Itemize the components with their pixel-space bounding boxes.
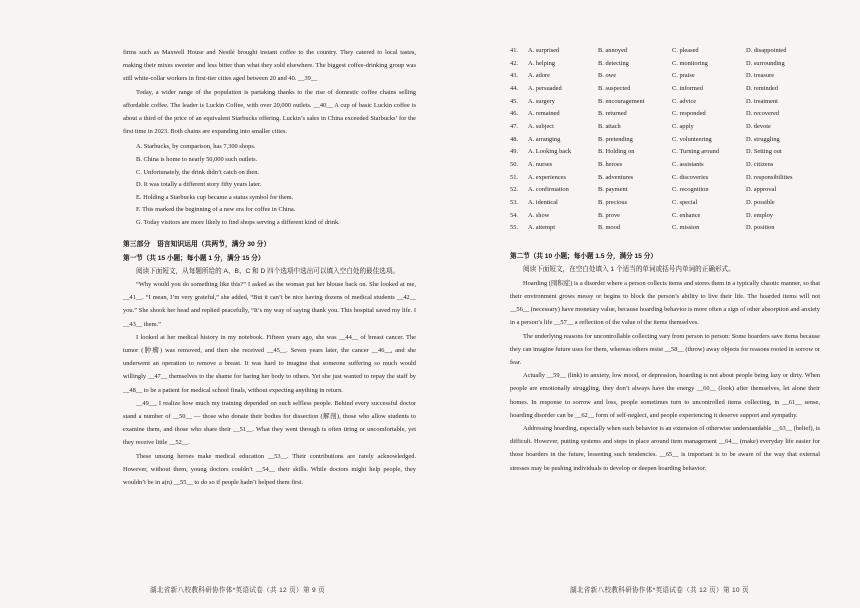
choice-a: A. surgery bbox=[528, 97, 555, 105]
answer-row bbox=[510, 158, 816, 171]
choice-a: A. subject bbox=[528, 122, 554, 130]
passage-paragraph: firms such as Maxwell House and Nestlé brought instant coffee to the country. They catered to local tastes, making their mixes sweeter and less bitter than what they sold elsewhere. The biggest coffee-drinking group was still white-collar workers in first-tier cities aged between 20 and 40. __39__ bbox=[123, 49, 416, 83]
choice-a: A. nurses bbox=[528, 161, 553, 169]
question-number: 41. bbox=[510, 46, 518, 54]
choice-d: D. surrounding bbox=[746, 59, 785, 67]
choice-c: C. volunteering bbox=[672, 135, 712, 143]
section-one-title: 第一节（共 15 小题；每小题 1 分，满分 15 分） bbox=[123, 254, 265, 262]
answer-row bbox=[510, 69, 816, 82]
choice-b: B. detecting bbox=[598, 59, 629, 67]
choice-c: C. apply bbox=[672, 122, 694, 130]
option-e: E. Holding a Starbucks cup became a status symbol for them. bbox=[136, 193, 294, 201]
option-f: F. This marked the beginning of a new era for coffee in China. bbox=[136, 206, 296, 214]
answer-row bbox=[510, 133, 816, 146]
choice-c: C. recognition bbox=[672, 186, 709, 194]
question-number: 53. bbox=[510, 199, 518, 207]
choice-b: B. owe bbox=[598, 72, 617, 80]
choice-a: A. identical bbox=[528, 199, 558, 207]
choice-a: A. confirmation bbox=[528, 186, 569, 194]
choice-b: B. suspected bbox=[598, 84, 631, 92]
answer-row bbox=[510, 120, 816, 133]
part-three-title: 第三部分 语言知识运用（共两节，满分 30 分） bbox=[123, 240, 271, 248]
question-number: 49. bbox=[510, 148, 518, 156]
option-c: C. Unfortunately, the drink didn’t catch on then. bbox=[136, 168, 259, 176]
choice-c: C. enhance bbox=[672, 211, 701, 219]
choice-b: B. payment bbox=[598, 186, 628, 194]
cloze-paragraph: __49__, I realize how much my training depended on such selfless people. Behind every successful doctor stand a number of __50__ — those who donate their bodies for dissection (解剖), those who allow students to examine them, and those who share their __51__. What they went through is often tiring or uncomfortable, yet they receive little __52__. bbox=[123, 399, 416, 447]
option-d: D. It was totally a different story fifty years later. bbox=[136, 181, 262, 189]
choice-a: A. Looking back bbox=[528, 148, 572, 156]
choice-d: D. employ bbox=[746, 211, 773, 219]
question-number: 46. bbox=[510, 110, 518, 118]
answer-row bbox=[510, 57, 816, 70]
cloze-paragraph: These unsung heroes make medical education __53__. Their contributions are rarely acknowledged. However, without them, young doctors couldn’t __54__ their skills. While doctors might help people, they wouldn’t be in a(n) __55__ to do so if people hadn’t helped them first. bbox=[123, 452, 416, 487]
choice-a: A. remained bbox=[528, 110, 560, 118]
choice-d: D. treasure bbox=[746, 72, 775, 80]
section-one-instruction: 阅读下面短文，从每题所给的 A、B、C 和 D 四个选项中选出可以填入空白处的最佳选项。 bbox=[136, 267, 400, 275]
section-two-instruction: 阅读下面短文，在空白处填入 1 个适当的单词或括号内单词的正确形式。 bbox=[523, 266, 735, 274]
choice-b: B. attach bbox=[598, 122, 621, 130]
choice-d: D. Setting out bbox=[746, 148, 782, 156]
choice-d: D. treatment bbox=[746, 97, 778, 105]
choice-b: B. Holding on bbox=[598, 148, 635, 156]
choice-a: A. helping bbox=[528, 59, 555, 67]
choice-c: C. monitoring bbox=[672, 59, 708, 67]
page-footer-10: 湖北省新八校教科研协作体*英语试卷（共 12 页）第 10 页 bbox=[570, 587, 749, 594]
option-g: G. Today visitors are more likely to find shops serving a different kind of drink. bbox=[136, 218, 340, 226]
cloze-paragraph: “Why would you do something like this?” I asked as the woman put her blouse back on. She looked at me, __41__. “I mean, I’m very grateful,” she added, “But it can’t be nice having dozens of medical students __42__ you.” She shook her head and replied peacefully, “It’s my way of saying thank you. This hospital saved my life. I __43__ them.” bbox=[123, 280, 416, 328]
question-number: 42. bbox=[510, 59, 518, 67]
passage-paragraph: Actually __59__ (link) to anxiety, low mood, or depression, hoarding is not about people being lazy or dirty. When people are emotionally struggling, they don’t always have the energy __60__ (look) after themselves, let alone their homes. In response to sorrow and loss, people sometimes turn to uncontrolled items collecting, in __61__ sense, hoarding disorder can be __62__ form of self-neglect, and people experiencing it deserve support and sympathy. bbox=[510, 372, 820, 419]
choice-c: C. praise bbox=[672, 72, 695, 80]
choice-c: C. Turning around bbox=[672, 148, 720, 156]
answer-row bbox=[510, 95, 816, 108]
choice-b: B. heroes bbox=[598, 161, 623, 169]
choice-b: B. precious bbox=[598, 199, 628, 207]
passage-paragraph: Addressing hoarding, especially when such behavior is an extension of otherwise understandable __63__ (belief), is difficult. However, putting systems and steps in place around item management __64__ (make) everyday life easier for those hoarders in the future, lessening such tendencies. __65__ is important is to be aware of the way that external stresses may be pushing individuals to develop or deepen hoarding behavior. bbox=[510, 424, 820, 472]
choice-d: D. reminded bbox=[746, 84, 778, 92]
answer-row bbox=[510, 196, 816, 209]
choice-d: D. struggling bbox=[746, 135, 780, 143]
choice-b: B. mood bbox=[598, 224, 621, 232]
choice-c: C. informed bbox=[672, 84, 703, 92]
page-footer-9: 湖北省新八校教科研协作体*英语试卷（共 12 页）第 9 页 bbox=[150, 587, 325, 594]
cloze-paragraph: I looked at her medical history in my notebook. Fifteen years ago, she was __44__ of breast cancer. The tumor (肿瘤) was removed, and then she received __45__. Seven years later, the cancer __46__, and she underwent an operation to remove a breast. It was hard to imagine that someone suffering so much would willingly __47__ themselves to the shame for baring her body to others. Yet she just wanted to repay the staff by __48__ to be a patient for medical school finals, without expecting anything in return. bbox=[123, 333, 416, 394]
answer-row bbox=[510, 146, 816, 159]
choice-b: B. returned bbox=[598, 110, 627, 118]
answer-row bbox=[510, 171, 816, 184]
answer-row bbox=[510, 209, 816, 222]
choice-b: B. encouragement bbox=[598, 97, 645, 105]
answer-options-table bbox=[510, 44, 816, 234]
choice-b: B. annoyed bbox=[598, 46, 628, 54]
choice-d: D. devote bbox=[746, 122, 771, 130]
choice-a: A. attempt bbox=[528, 224, 555, 232]
answer-row bbox=[510, 184, 816, 197]
choice-a: A. persuaded bbox=[528, 84, 562, 92]
answer-row bbox=[510, 222, 816, 235]
option-a: A. Starbucks, by comparison, has 7,300 shops. bbox=[136, 143, 256, 151]
question-number: 48. bbox=[510, 135, 518, 143]
question-number: 44. bbox=[510, 84, 518, 92]
answer-row bbox=[510, 82, 816, 95]
option-b: B. China is home to nearly 50,000 such outlets. bbox=[136, 156, 258, 164]
choice-a: A. surprised bbox=[528, 46, 560, 54]
choice-c: C. discoveries bbox=[672, 173, 709, 181]
choice-d: D. disappointed bbox=[746, 46, 787, 54]
choice-a: A. show bbox=[528, 211, 550, 219]
option-list bbox=[123, 141, 416, 229]
choice-b: B. prove bbox=[598, 211, 621, 219]
question-number: 55. bbox=[510, 224, 518, 232]
question-number: 51. bbox=[510, 173, 518, 181]
question-number: 54. bbox=[510, 211, 518, 219]
choice-a: A. experiences bbox=[528, 173, 566, 181]
choice-d: D. citizens bbox=[746, 161, 774, 169]
choice-c: C. mission bbox=[672, 224, 700, 232]
choice-c: C. special bbox=[672, 199, 698, 207]
section-two-title: 第二节（共 10 小题；每小题 1.5 分，满分 15 分） bbox=[510, 253, 657, 261]
question-number: 45. bbox=[510, 97, 518, 105]
choice-d: D. recovered bbox=[746, 110, 779, 118]
answer-row bbox=[510, 107, 816, 120]
choice-d: D. possible bbox=[746, 199, 775, 207]
choice-d: D. approval bbox=[746, 186, 777, 194]
choice-c: C. assistants bbox=[672, 161, 704, 169]
choice-c: C. pleased bbox=[672, 46, 699, 54]
choice-b: B. adventures bbox=[598, 173, 634, 181]
passage-paragraph: Hoarding (囤积症) is a disorder where a person collects items and stores them in a typically chaotic manner, so that their environment grows messy or begins to block the person’s ability to live their life. The hoarded items will not __56__ (necessary) have monetary value, because hoarding behavior is more often a sign of other absorption and anxiety in a person’s life __57__ a reflection of the value of the items themselves. bbox=[510, 279, 820, 327]
choice-a: A. arranging bbox=[528, 135, 561, 143]
choice-d: D. position bbox=[746, 224, 775, 232]
passage-paragraph: Today, a wider range of the population is partaking thanks to the rise of domestic coffee chains selling affordable coffee. The leader is Luckin Coffee, with over 20,000 outlets. __40__ A cup of basic Luckin coffee is about a third of the price of an equivalent Starbucks offering. Luckin’s sales in China exceeded Starbucks’ for the first time in 2023. Both chains are expanding into smaller cities. bbox=[123, 88, 416, 136]
question-number: 52. bbox=[510, 186, 518, 194]
choice-b: B. pretending bbox=[598, 135, 633, 143]
question-number: 50. bbox=[510, 161, 518, 169]
passage-paragraph: The underlying reasons for uncontrollable collecting vary from person to person: Some hoarders save items because they can imagine future uses for them, whereas others resist __58__ (throw) away objects for reasons rooted in sorrow or fear. bbox=[510, 332, 820, 366]
choice-a: A. adore bbox=[528, 72, 551, 80]
answer-row bbox=[510, 44, 816, 57]
exam-page-10 bbox=[430, 0, 860, 608]
question-number: 47. bbox=[510, 122, 518, 130]
choice-d: D. responsibilities bbox=[746, 173, 793, 181]
question-number: 43. bbox=[510, 72, 518, 80]
choice-c: C. advice bbox=[672, 97, 697, 105]
choice-c: C. responded bbox=[672, 110, 706, 118]
